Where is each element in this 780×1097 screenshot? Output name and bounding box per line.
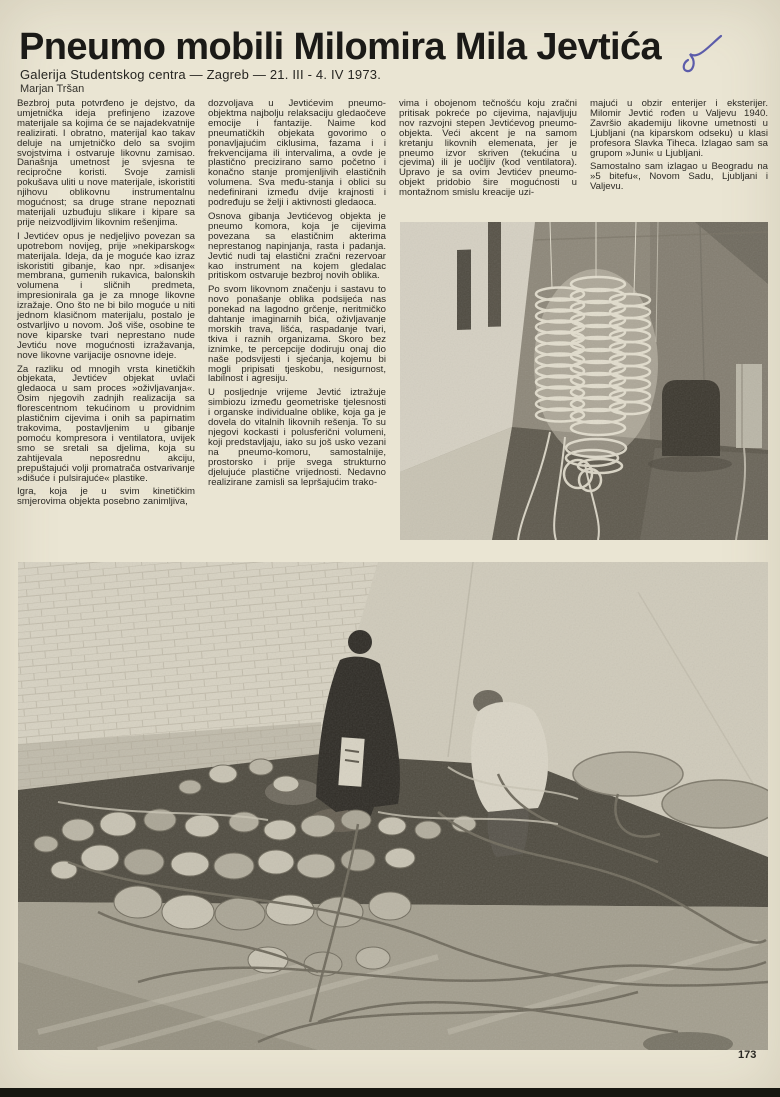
article-paragraph: dozvoljava u Jevtićevim pneumo-objektma najbolju relaksaciju gledaočeve emocije i fantazije. Naime kod pneumatičkih objekata govorimo o ponavljajućim ciklusima, fazama i i frekvencijama ili intervalima, a ovde je plastično precizirano samo početno i konačno stanje promjenljivih elastičnih volumena. Sva među-stanja i oblici su nedefinirani između dvije krajnosti i podređuju se želji i aktivnosti gledaoca. bbox=[208, 98, 386, 209]
text-column-2 bbox=[208, 99, 386, 487]
text-column-4 bbox=[590, 99, 768, 192]
article-paragraph: Osnova gibanja Jevtićevog objekta je pneumo komora, koja je cijevima povezana sa elastičnim akterima neprestanog napinjanja, rasta i padanja. Jevtić nudi taj elastični zračni rezervoar kao instrument na kojem gledalac pritiskom ostvaruje bezbroj novih oblika. bbox=[208, 210, 386, 282]
photo-gallery-installation bbox=[400, 222, 768, 540]
article-paragraph: vima i obojenom tečnošću koju zračni pritisak pokreće po cijevima, najavljuju nov razvojni stepen Jevtićevog pneumo-objekta. Veći akcent je na samom kretanju likovnih elemenata, jer je pneumo izvor skriven (tekućina u cjevima) ili je uočljiv (kod ventilatora). Upravo je sa ovim Jevtićev pneumo-objekt pridobio šire mogućnosti u montažnom smislu kreacije uzi- bbox=[399, 98, 577, 199]
scan-edge bbox=[0, 1088, 780, 1097]
text-column-1 bbox=[17, 99, 195, 507]
article-paragraph: I Jevtićev opus je nedjeljivo povezan sa upotrebom novijeg, prije »nekiparskog« materijala. Ideja, da je moguće kao izraz iskoristiti gibanje, kao npr. »disanje« membrana, gumenih rukavica, balonskih volumena i sličnih predmeta, impresionirala ga je za mnoge likovne izražaje. Ono što ne bi bilo moguće u niti jednom klasičnom materijalu, postalo je ostvarljivo u novom. Još više, osobine te nove kiparske tvari neprestano nude Jevtiću nove mogućnosti izražavanja, nove likovne varijacije osnovne ideje. bbox=[17, 230, 195, 361]
text-column-3 bbox=[399, 99, 577, 198]
photo-exhibition-floor bbox=[18, 562, 768, 1050]
exhibition-subtitle: Galerija Studentskog centra — Zagreb — 21. III - 4. IV 1973. bbox=[20, 67, 382, 82]
page-number: 173 bbox=[738, 1049, 757, 1061]
checkmark-stroke bbox=[684, 36, 721, 71]
article-paragraph: Bezbroj puta potvrđeno je dejstvo, da umjetnička ideja prefinjeno izazove materijale sa kojima će se najadekvatnije realizirati. I obratno, materijal kao takav deluje na umjetničko delo sa svojim svojstvima i ostvaruje likovnu zamisao. Današnja umetnost je svjesna te recipročne koristi. Svoje zamisli pokušava uliti u nove materijale, iskoristiti njihovu oblikovnu instrumentalnu mogućnost; sa druge strane nepoznati materijali uzbuđuju slikare i kipare sa prije neizvodljivim likovnim rešenjima. bbox=[17, 98, 195, 228]
checkmark-icon bbox=[676, 33, 726, 75]
article-paragraph: Za razliku od mnogih vrsta kinetičkih objekata, Jevtićev objekat uvlači gledaoca u sam proces »oživljavanja«. Osim njegovih zadnjih realizacija sa florescentnom tekućinom u providnim plastičnim cijevima i onih sa papirnatim trakovima, postavljenim u gibanje pomoću kompresora i ventilatora, uvijek smo se sretali sa djelima, koja su zahtijevala neposrednu akciju, prepuštajući volji promatrača ostvarivanje »dišuće i pulsirajuće« plastike. bbox=[17, 363, 195, 484]
article-paragraph: U posljednje vrijeme Jevtić iztražuje simbiozu između geometriske tjelesnosti i organske individualne oblike, koja ga je dovela do vitalnih likovnih rešenja. To su njegovi kockasti i polusferični volumeni, koji predstavljaju, iako su još usko vezani na pneumo-komoru, samostalnije, prostorsko i prije svega strukturno djelujuće plastične vrijednosti. Nedavno realizirane zamisli sa lepršajućim trako- bbox=[208, 387, 386, 488]
article-paragraph: Po svom likovnom značenju i sastavu to novo ponašanje oblika podsijeća nas ponekad na lagodno grčenje, neritmičko dahtanje imaginarnih bića, oživljavanje morskih trava, lišća, raspadanje tvari, tkiva i raznih organizama. Skoro bez iznimke, te percepcije dodiruju onaj dio naše podsvijesti i sjećanja, kojemu bi mogli pripisati tjeskobu, nesigurnost, labilnost i agresiju. bbox=[208, 284, 386, 385]
article-paragraph: Samostalno sam izlagao u Beogradu na »5 bitefu«, Novom Sadu, Ljubljani i Valjevu. bbox=[590, 161, 768, 193]
page-title: Pneumo mobili Milomira Mila Jevtića bbox=[19, 26, 662, 68]
article-paragraph: majući u obzir enterijer i eksterijer. Milomir Jevtić rođen u Valjevu 1940. Završio akademiju likovne umetnosti u Ljubljani (na kiparskom odseku) u klasi profesora Slavka Tiheca. Izlagao sam sa grupom »Juni« u Ljubljani. bbox=[590, 98, 768, 159]
author-byline: Marjan Tršan bbox=[20, 83, 85, 95]
article-paragraph: Igra, koja je u svim kinetičkim smjerovima objekta posebno zanimljiva, bbox=[17, 486, 195, 508]
